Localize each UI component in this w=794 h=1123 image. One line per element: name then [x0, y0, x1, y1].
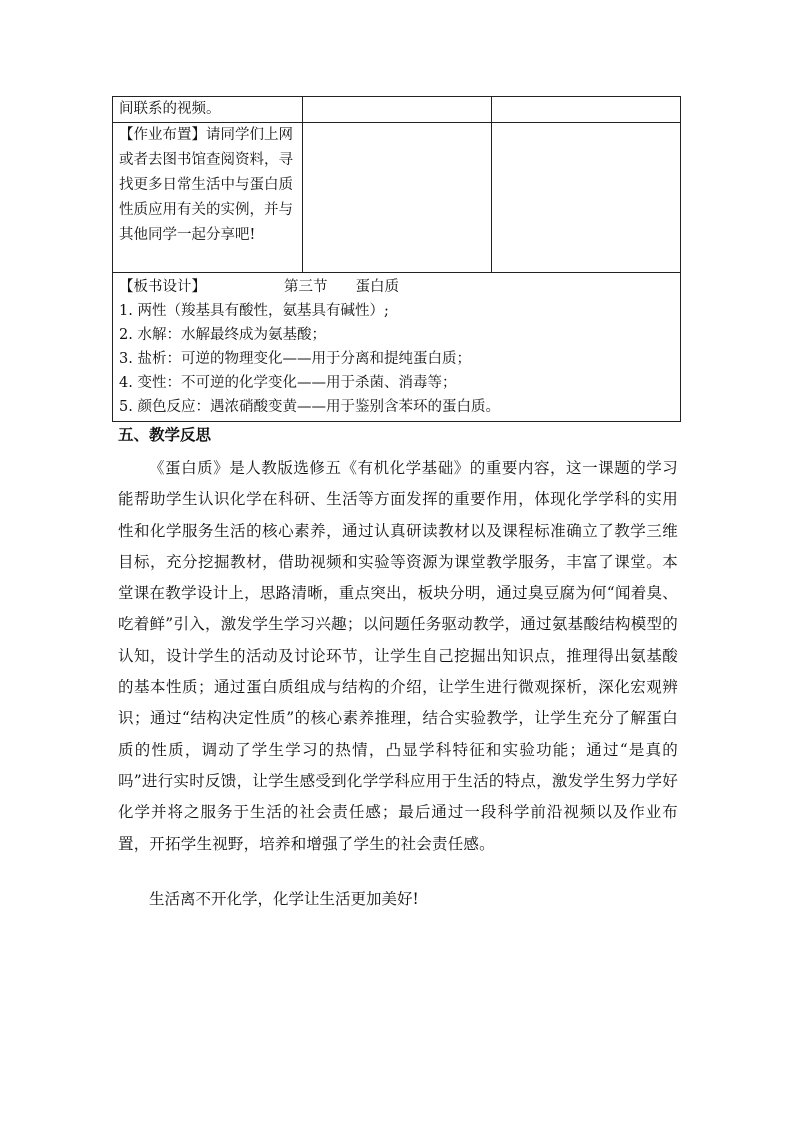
- lesson-plan-table: [112, 96, 681, 422]
- board-design-item: 2. 水解：水解最终成为氨基酸；: [119, 327, 326, 343]
- board-design-label: 【板书设计】: [119, 279, 206, 295]
- board-design-section: 第三节: [284, 279, 328, 295]
- homework-body: 请同学们上网或者去图书馆查阅资料，寻找更多日常生活中与蛋白质性质应用有关的实例，并与其他同学一起分享吧!: [119, 127, 293, 243]
- board-design-heading: [119, 275, 676, 299]
- board-design-item: 3. 盐析：可逆的物理变化——用于分离和提纯蛋白质；: [119, 351, 471, 367]
- board-design-cell: [113, 273, 681, 422]
- table-row: [113, 123, 681, 273]
- table-cell-empty: [492, 123, 681, 273]
- row1-activity-text: 间联系的视频。: [119, 101, 221, 117]
- section-heading: 五、教学反思: [118, 426, 212, 444]
- table-cell-empty: [303, 97, 492, 123]
- board-design-item: 1. 两性（羧基具有酸性，氨基具有碱性）;: [119, 303, 389, 319]
- reflection-paragraph: 《蛋白质》是人教版选修五《有机化学基础》的重要内容，这一课题的学习能帮助学生认识化学在科研、生活等方面发挥的重要作用，体现化学学科的实用性和化学服务生活的核心素养，通过认真研读教材以及课程标准确立了教学三维目标，充分挖掘教材，借助视频和实验等资源为课堂教学服务，丰富了课堂。本堂课在教学设计上，思路清晰，重点突出，板块分明，通过臭豆腐为何“闻着臭、吃着鲜”引入，激发学生学习兴趣；以问题任务驱动教学，通过氨基酸结构模型的认知，设计学生的活动及讨论环节，让学生自己挖掘出知识点，推理得出氨基酸的基本性质；通过蛋白质组成与结构的介绍，让学生进行微观探析，深化宏观辨识；通过“结构决定性质”的核心素养推理，结合实验教学，让学生充分了解蛋白质的性质，调动了学生学习的热情，凸显学科特征和实验功能；通过“是真的吗”进行实时反馈，让学生感受到化学学科应用于生活的特点，激发学生努力学好化学并将之服务于生活的社会责任感；最后通过一段科学前沿视频以及作业布置，开拓学生视野，培养和增强了学生的社会责任感。: [118, 459, 678, 853]
- table-cell: [113, 123, 303, 273]
- board-design-item: 5. 颜色反应：遇浓硝酸变黄——用于鉴别含苯环的蛋白质。: [119, 399, 500, 415]
- table-cell: [113, 97, 303, 123]
- table-cell-empty: [303, 123, 492, 273]
- closing-sentence: 生活离不开化学，化学让生活更加美好!: [149, 890, 419, 908]
- board-design-topic: 蛋白质: [355, 279, 399, 295]
- table-cell-empty: [492, 97, 681, 123]
- homework-label: 【作业布置】: [119, 127, 206, 143]
- table-row: [113, 273, 681, 422]
- homework-text: [119, 123, 298, 248]
- board-design-item: 4. 变性：不可逆的化学变化——用于杀菌、消毒等；: [119, 375, 457, 391]
- table-row: [113, 97, 681, 123]
